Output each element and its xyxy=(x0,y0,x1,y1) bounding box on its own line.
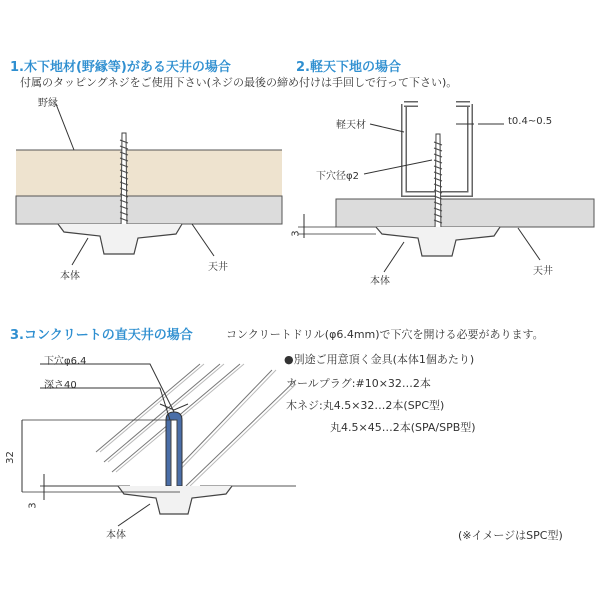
image-note: (※イメージはSPC型) xyxy=(458,529,563,542)
label-thickness: t0.4~0.5 xyxy=(508,116,553,127)
label-body-1: 本体 xyxy=(60,271,80,282)
heading-section-3: 3.コンクリートの直天井の場合 xyxy=(10,328,193,343)
label-dim-3a: 3 xyxy=(290,230,302,237)
label-dim-3b: 3 xyxy=(27,502,39,509)
label-ceiling-2: 天井 xyxy=(533,266,553,277)
label-noen: 野縁 xyxy=(38,98,58,109)
label-body-3: 本体 xyxy=(106,530,126,541)
heading-section-2: 2.軽天下地の場合 xyxy=(296,60,401,75)
screw-spec-2: 丸4.5×45…2本(SPA/SPB型) xyxy=(330,421,476,434)
section-2-drawing xyxy=(298,104,594,272)
label-keiten: 軽天材 xyxy=(336,120,366,131)
heading-section-1: 1.木下地材(野縁等)がある天井の場合 xyxy=(10,60,231,75)
wood-screw xyxy=(171,420,177,492)
plug-spec: カールプラグ:#10×32…2本 xyxy=(286,377,431,390)
ceiling-board-1 xyxy=(16,196,282,224)
label-depth-40: 深さ40 xyxy=(44,380,77,391)
mount-body-3 xyxy=(118,486,232,514)
parts-title: ●別途ご用意頂く金具(本体1個あたり) xyxy=(284,353,475,366)
label-dim-32: 32 xyxy=(4,451,16,464)
mount-body-1 xyxy=(58,224,182,254)
section-1-drawing xyxy=(16,104,282,265)
label-pilot-hole-2: 下穴径φ2 xyxy=(316,171,359,182)
screw-spec-1: 木ネジ:丸4.5×32…2本(SPC型) xyxy=(286,399,445,412)
wood-furring xyxy=(16,150,282,196)
mount-body-2 xyxy=(376,227,500,256)
tapping-screw-note: 付属のタッピングネジをご使用下さい(ネジの最後の締め付けは手回しで行って下さい)。 xyxy=(20,76,458,89)
label-body-2: 本体 xyxy=(370,276,390,287)
drill-note: コンクリートドリル(φ6.4mm)で下穴を開ける必要があります。 xyxy=(226,328,544,341)
ceiling-board-2 xyxy=(336,199,594,227)
section-3-drawing xyxy=(22,364,296,526)
label-pilot-hole-64: 下穴φ6.4 xyxy=(44,356,87,367)
label-ceiling-1: 天井 xyxy=(208,262,228,273)
